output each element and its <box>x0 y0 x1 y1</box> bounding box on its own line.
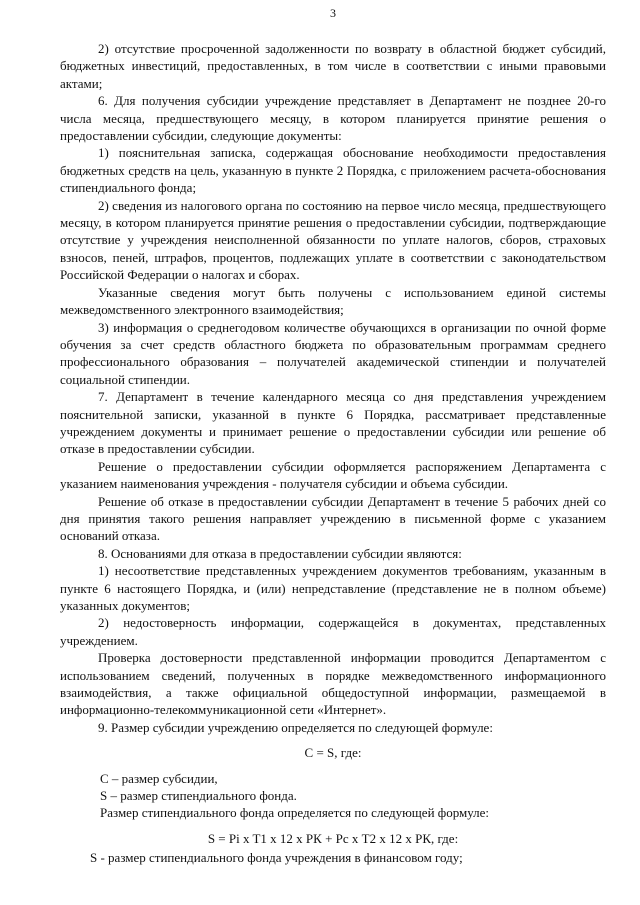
definition-line: S – размер стипендиального фонда. <box>100 788 297 804</box>
document-body <box>60 40 606 867</box>
paragraph: Решение о предоставлении субсидии оформляется распоряжением Департамента с указанием наименования учреждения - получателя субсидии и объема субсидии. <box>60 458 606 492</box>
paragraph: Указанные сведения могут быть получены с использованием единой системы межведомственного электронного взаимодействия; <box>60 284 606 318</box>
definition-line: S - размер стипендиального фонда учреждения в финансовом году; <box>90 850 463 866</box>
paragraph: 2) отсутствие просроченной задолженности по возврату в областной бюджет субсидий, бюджетных инвестиций, предоставленных, в том числе в соответствии с иными правовыми актами; <box>60 41 606 91</box>
paragraph: 1) пояснительная записка, содержащая обоснование необходимости предоставления бюджетных средств на цель, указанную в пункте 2 Порядка, с приложением расчета-обоснования стипендиального фонда; <box>60 145 606 196</box>
definition-line: С – размер субсидии, <box>100 770 218 786</box>
paragraph: 9. Размер субсидии учреждению определяется по следующей формуле: <box>98 719 493 735</box>
paragraph: 7. Департамент в течение календарного месяца со дня представления учреждением пояснительной записки, указанной в пункте 6 Порядка, рассматривает представленные учреждением документы и принимает решение о предоставлении субсидии или решение об отказе в предоставлении субсидии. <box>60 389 606 457</box>
formula-stipend-fund: S = Pi x T1 x 12 x РК + Рс x Т2 x 12 x РК, где: <box>207 830 459 846</box>
paragraph: 2) недостоверность информации, содержащейся в документах, представленных учреждением. <box>60 615 606 648</box>
formula-intro: Размер стипендиального фонда определяется по следующей формуле: <box>100 805 490 821</box>
page-number: 3 <box>330 6 336 20</box>
paragraph: 8. Основаниями для отказа в предоставлении субсидии являются: <box>98 545 462 561</box>
paragraph: Проверка достоверности представленной информации проводится Департаментом с использованием сведений, полученных в порядке межведомственного информационного взаимодействия, а также официальной общедоступной информации, размещаемой в информационно-телекоммуникационной сети «Интернет». <box>60 650 606 718</box>
paragraph: 6. Для получения субсидии учреждение представляет в Департамент не позднее 20-го числа месяца, предшествующего месяцу, в котором планируется принятие решения о предоставлении субсидии, следующие документы: <box>60 93 606 144</box>
paragraph: 3) информация о среднегодовом количестве обучающихся в организации по очной форме обучения за счет средств областного бюджета по образовательным программам среднего профессионального образования – получателей академической стипендии и получателей социальной стипендии. <box>60 319 606 387</box>
formula-subsidy: С = S, где: <box>304 745 362 761</box>
paragraph: Решение об отказе в предоставлении субсидии Департамент в течение 5 рабочих дней со дня принятия такого решения направляет учреждению в письменной форме с указанием оснований отказа. <box>60 493 606 544</box>
paragraph: 2) сведения из налогового органа по состоянию на первое число месяца, предшествующего месяцу, в котором планируется принятие решения о предоставлении субсидии, подтверждающие отсутствие у учреждения неисполненной обязанности по уплате налогов, сборов, страховых взносов, пеней, штрафов, процентов, подлежащих уплате в соответствии с законодательством Российской Федерации о налогах и сборах. <box>60 197 606 283</box>
paragraph: 1) несоответствие представленных учреждением документов требованиям, указанным в пункте 6 настоящего Порядка, и (или) непредставление (представление не в полном объеме) указанных документов; <box>60 563 606 613</box>
